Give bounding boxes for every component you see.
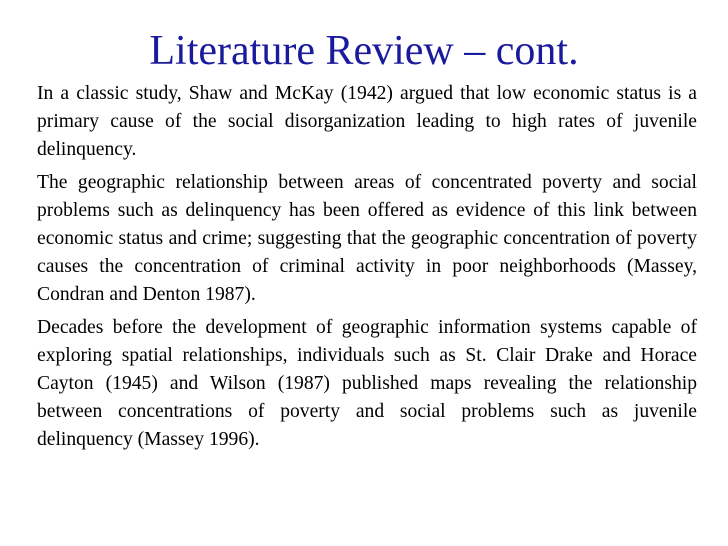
slide-title: Literature Review – cont. (149, 28, 579, 74)
paragraph-shaw-mckay: In a classic study, Shaw and McKay (1942) argued that low economic status is a primary cause of the social disorganization leading to high rates of juvenile delinquency. (37, 83, 697, 160)
paragraph-geographic-relationship: The geographic relationship between areas of concentrated poverty and social problems such as delinquency has been offered as evidence of this link between economic status and crime; suggesting that the geographic concentration of poverty causes the concentration of criminal activity in poor neighborhoods (Massey, Condran and Denton 1987). (37, 172, 697, 305)
slide-body (37, 80, 697, 459)
paragraph-decades-before: Decades before the development of geographic information systems capable of exploring spatial relationships, individuals such as St. Clair Drake and Horace Cayton (1945) and Wilson (1987) published maps revealing the relationship between concentrations of poverty and social problems such as juvenile delinquency (Massey 1996). (37, 317, 697, 450)
